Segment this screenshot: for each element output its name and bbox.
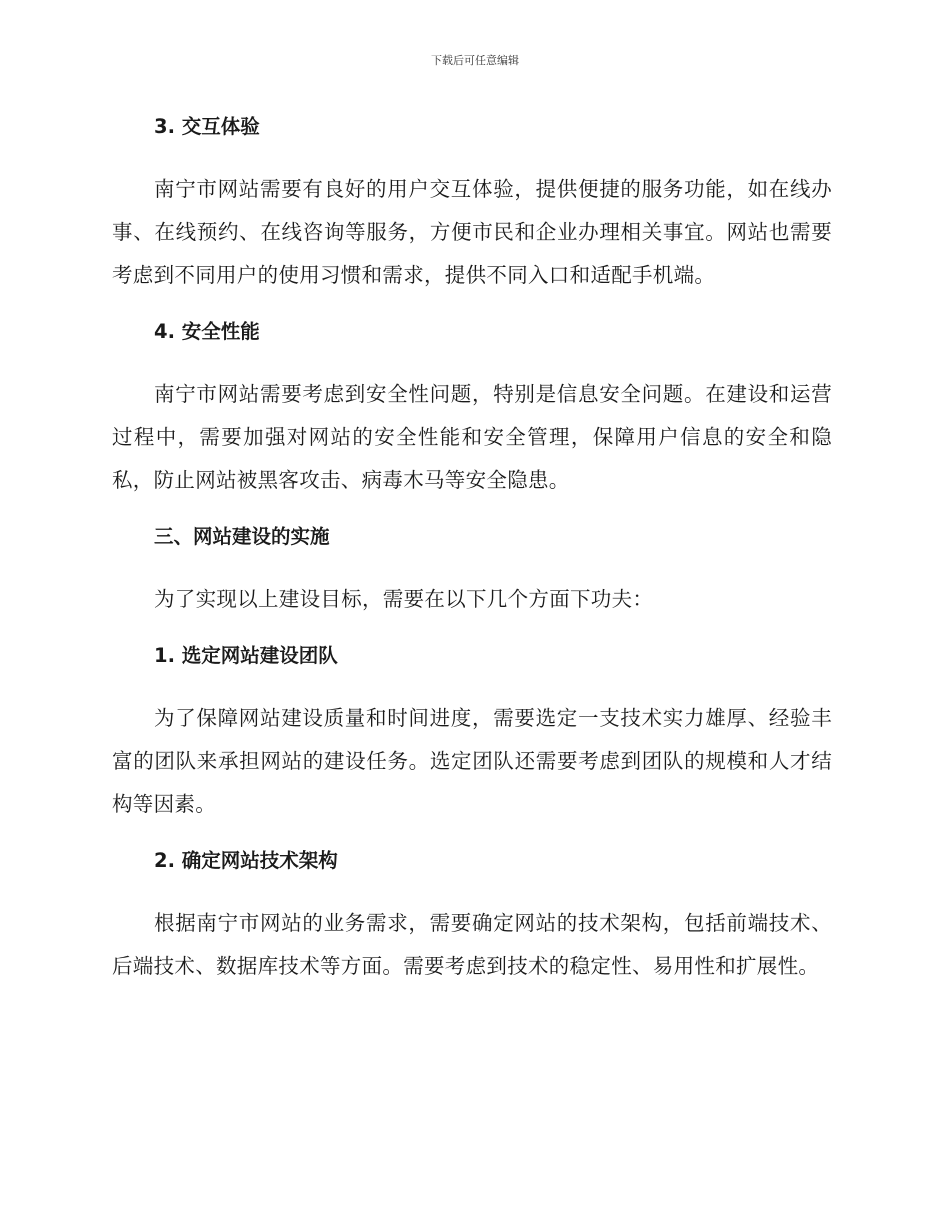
section-paragraph-interaction: 南宁市网站需要有良好的用户交互体验，提供便捷的服务功能，如在线办事、在线预约、在线咨询等服务，方便市民和企业办理相关事宜。网站也需要考虑到不同用户的使用习惯和需求，提供不同入口和适配手机端。 — [112, 177, 832, 287]
section-paragraph-team: 为了保障网站建设质量和时间进度，需要选定一支技术实力雄厚、经验丰富的团队来承担网站的建设任务。选定团队还需要考虑到团队的规模和人才结构等因素。 — [112, 706, 832, 816]
section-paragraph-security: 南宁市网站需要考虑到安全性问题，特别是信息安全问题。在建设和运营过程中，需要加强对网站的安全性能和安全管理，保障用户信息的安全和隐私，防止网站被黑客攻击、病毒木马等安全隐患。 — [112, 382, 832, 492]
section-heading-team: 1. 选定网站建设团队 — [154, 644, 338, 667]
part-paragraph-implementation: 为了实现以上建设目标，需要在以下几个方面下功夫： — [154, 587, 654, 611]
page-header: 下载后可任意编辑 — [431, 54, 519, 67]
document-body — [112, 113, 832, 988]
part-heading-implementation: 三、网站建设的实施 — [154, 525, 330, 548]
section-heading-architecture: 2. 确定网站技术架构 — [154, 849, 338, 872]
section-heading-interaction: 3. 交互体验 — [154, 115, 260, 138]
section-heading-security: 4. 安全性能 — [154, 320, 260, 343]
section-paragraph-architecture: 根据南宁市网站的业务需求，需要确定网站的技术架构，包括前端技术、后端技术、数据库技术等方面。需要考虑到技术的稳定性、易用性和扩展性。 — [112, 911, 832, 978]
